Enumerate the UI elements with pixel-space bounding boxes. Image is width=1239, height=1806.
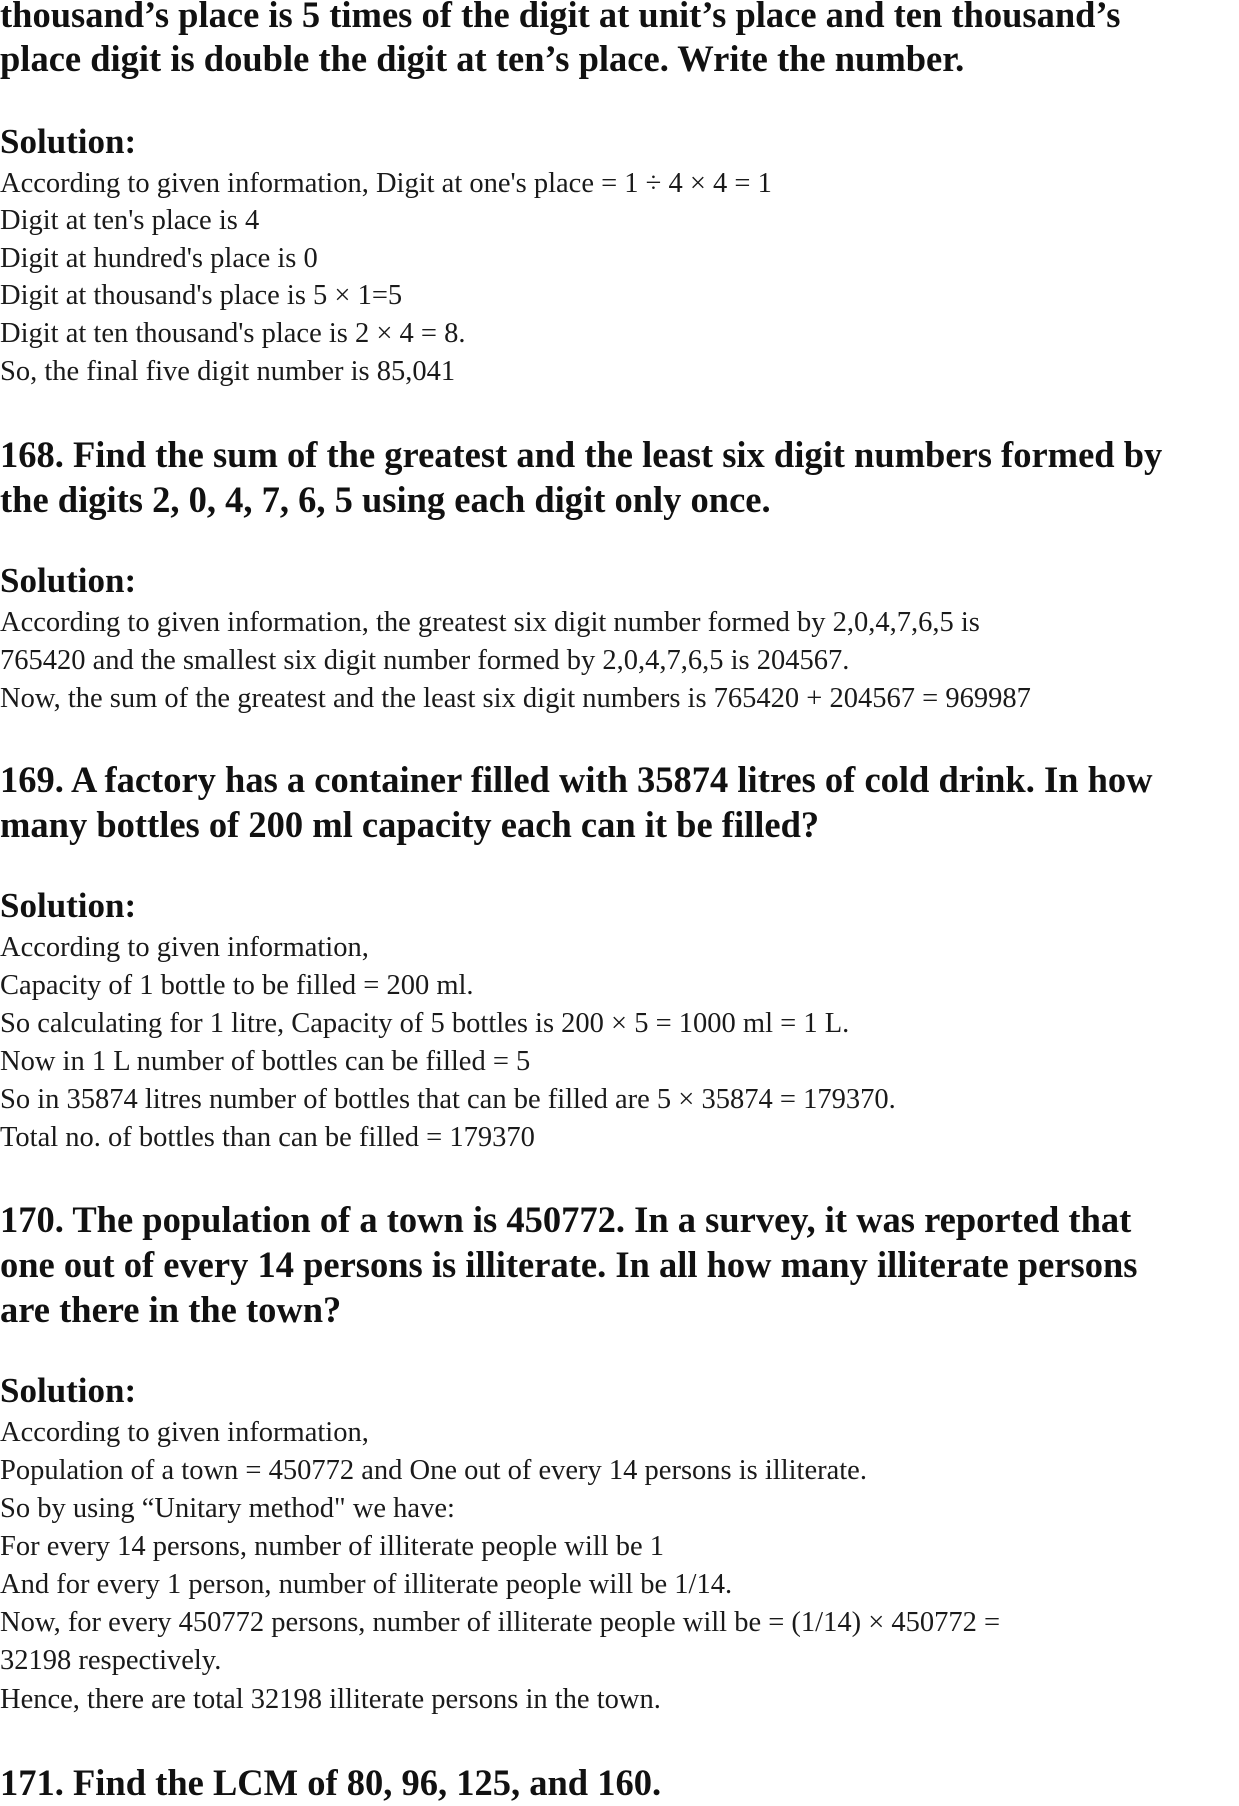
question-170: are there in the town?	[0, 1289, 342, 1330]
solution-heading: Solution:	[0, 561, 137, 600]
solution-line: For every 14 persons, number of illiterate people will be 1	[0, 1531, 665, 1562]
solution-line: Hence, there are total 32198 illiterate persons in the town.	[0, 1684, 661, 1715]
solution-line: Digit at ten's place is 4	[0, 205, 260, 236]
solution-line: So in 35874 litres number of bottles that can be filled are 5 × 35874 = 179370.	[0, 1084, 896, 1115]
solution-line: Capacity of 1 bottle to be filled = 200 ml.	[0, 970, 474, 1001]
solution-line: Now in 1 L number of bottles can be filled = 5	[0, 1046, 531, 1077]
solution-line: So calculating for 1 litre, Capacity of 5 bottles is 200 × 5 = 1000 ml = 1 L.	[0, 1008, 850, 1039]
solution-line: And for every 1 person, number of illiterate people will be 1/14.	[0, 1569, 733, 1600]
solution-line: 32198 respectively.	[0, 1645, 222, 1676]
solution-line: According to given information, the greatest six digit number formed by 2,0,4,7,6,5 is	[0, 607, 980, 638]
question-170: 170. The population of a town is 450772. In a survey, it was reported that	[0, 1199, 1132, 1240]
solution-line: So, the final five digit number is 85,041	[0, 356, 456, 387]
solution-heading: Solution:	[0, 1371, 137, 1410]
solution-line: Digit at thousand's place is 5 × 1=5	[0, 280, 403, 311]
question-169: 169. A factory has a container filled with 35874 litres of cold drink. In how	[0, 759, 1153, 800]
solution-line: Now, the sum of the greatest and the least six digit numbers is 765420 + 204567 = 969987	[0, 683, 1031, 714]
solution-line: Digit at hundred's place is 0	[0, 243, 318, 274]
question-171: 171. Find the LCM of 80, 96, 125, and 160.	[0, 1762, 662, 1803]
solution-line: According to given information,	[0, 1417, 369, 1448]
solution-line: Digit at ten thousand's place is 2 × 4 = 8.	[0, 318, 466, 349]
solution-heading: Solution:	[0, 122, 137, 161]
question-168: the digits 2, 0, 4, 7, 6, 5 using each digit only once.	[0, 479, 771, 520]
solution-line: Population of a town = 450772 and One out of every 14 persons is illiterate.	[0, 1455, 867, 1486]
solution-line: According to given information,	[0, 932, 369, 963]
solution-heading: Solution:	[0, 886, 137, 925]
solution-line: Now, for every 450772 persons, number of illiterate people will be = (1/14) × 450772 =	[0, 1607, 1001, 1638]
solution-line: According to given information, Digit at one's place = 1 ÷ 4 × 4 = 1	[0, 168, 772, 199]
question-169: many bottles of 200 ml capacity each can it be filled?	[0, 804, 820, 845]
question-168: 168. Find the sum of the greatest and the least six digit numbers formed by	[0, 434, 1163, 475]
question-text: place digit is double the digit at ten’s place. Write the number.	[0, 38, 965, 79]
solution-line: 765420 and the smallest six digit number formed by 2,0,4,7,6,5 is 204567.	[0, 645, 850, 676]
question-170: one out of every 14 persons is illiterate. In all how many illiterate persons	[0, 1244, 1138, 1285]
solution-line: So by using “Unitary method" we have:	[0, 1493, 455, 1524]
solution-line: Total no. of bottles than can be filled = 179370	[0, 1122, 535, 1153]
question-text: thousand’s place is 5 times of the digit at unit’s place and ten thousand’s	[0, 0, 1121, 35]
